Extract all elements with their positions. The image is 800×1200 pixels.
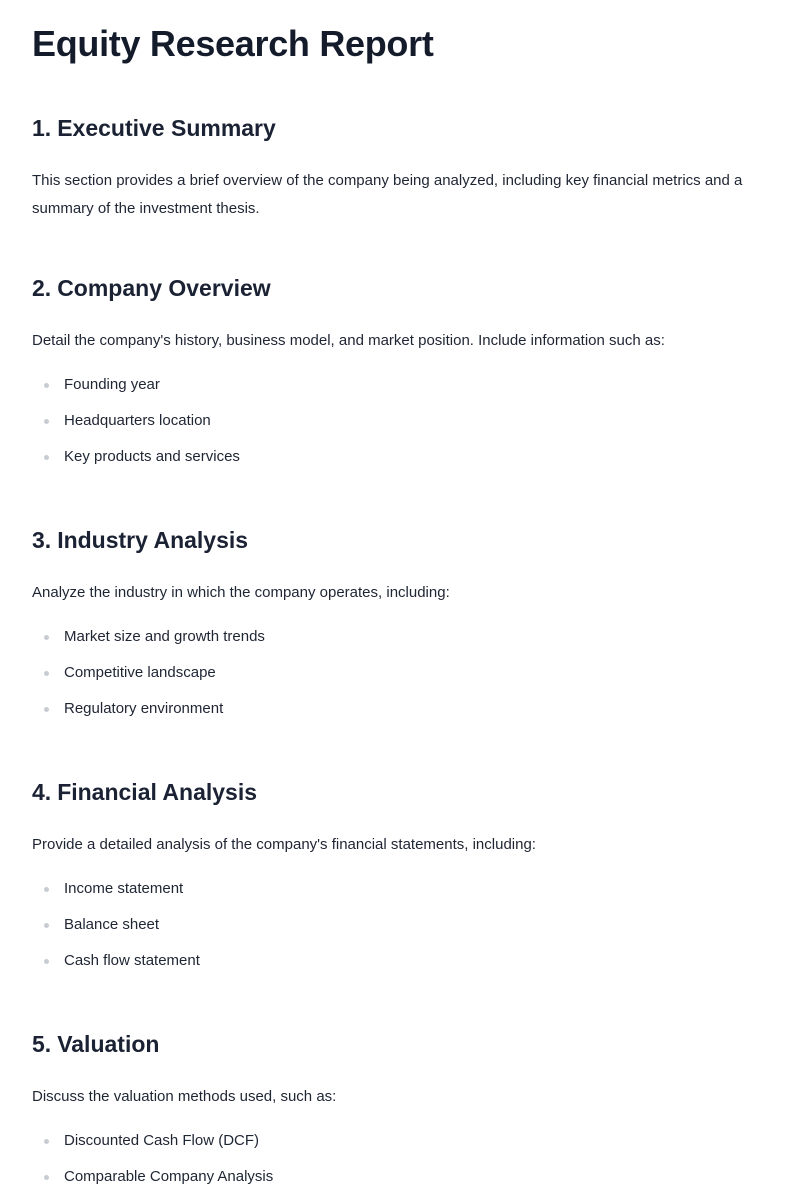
list-item-text: Founding year [64,376,160,393]
list-item [32,911,772,947]
page-title: Equity Research Report [32,23,434,64]
section-heading [32,273,772,303]
list-item-text: Key products and services [64,448,240,465]
bullet-dot-icon [44,383,49,388]
section-paragraph: Detail the company's history, business model, and market position. Include information such as: [32,332,665,349]
list-item [32,947,772,983]
list-item [32,1163,772,1199]
section-industry-analysis [32,525,772,731]
list-item-text: Competitive landscape [64,664,216,681]
bullet-dot-icon [44,455,49,460]
section-paragraph: Provide a detailed analysis of the company's financial statements, including: [32,836,536,853]
section-valuation [32,1029,772,1199]
list-item-text: Cash flow statement [64,952,200,969]
section-heading [32,525,772,555]
bullet-dot-icon [44,887,49,892]
bullet-dot-icon [44,959,49,964]
section-title: Company Overview [57,275,271,301]
list-item-text: Regulatory environment [64,700,224,717]
bullet-dot-icon [44,1139,49,1144]
section-company-overview [32,273,772,479]
bullet-list [32,875,772,983]
section-paragraph: This section provides a brief overview of the company being analyzed, including key financial metrics and a summary of the investment thesis. [32,172,743,217]
bullet-list [32,371,772,479]
bullet-dot-icon [44,1175,49,1180]
section-heading [32,777,772,807]
section-heading [32,113,772,143]
section-paragraph: Analyze the industry in which the company operates, including: [32,584,450,601]
section-title: Industry Analysis [57,527,249,553]
bullet-dot-icon [44,419,49,424]
list-item [32,1127,772,1163]
list-item-text: Discounted Cash Flow (DCF) [64,1132,260,1149]
list-item-text: Balance sheet [64,916,160,933]
section-title: Financial Analysis [57,779,258,805]
bullet-dot-icon [44,707,49,712]
section-number: 5. [32,1031,52,1057]
section-title: Valuation [57,1031,160,1057]
list-item [32,695,772,731]
bullet-list [32,623,772,731]
list-item [32,623,772,659]
list-item-text: Comparable Company Analysis [64,1168,274,1185]
list-item [32,407,772,443]
section-financial-analysis [32,777,772,983]
list-item [32,659,772,695]
section-title: Executive Summary [57,115,276,141]
bullet-dot-icon [44,635,49,640]
list-item-text: Headquarters location [64,412,211,429]
section-executive-summary [32,113,772,223]
section-number: 3. [32,527,52,553]
list-item [32,875,772,911]
bullet-dot-icon [44,923,49,928]
list-item [32,443,772,479]
section-paragraph: Discuss the valuation methods used, such as: [32,1088,337,1105]
list-item-text: Market size and growth trends [64,628,265,645]
section-heading [32,1029,772,1059]
section-number: 4. [32,779,52,805]
section-number: 2. [32,275,52,301]
section-number: 1. [32,115,52,141]
list-item [32,371,772,407]
bullet-dot-icon [44,671,49,676]
list-item-text: Income statement [64,880,184,897]
bullet-list [32,1127,772,1199]
